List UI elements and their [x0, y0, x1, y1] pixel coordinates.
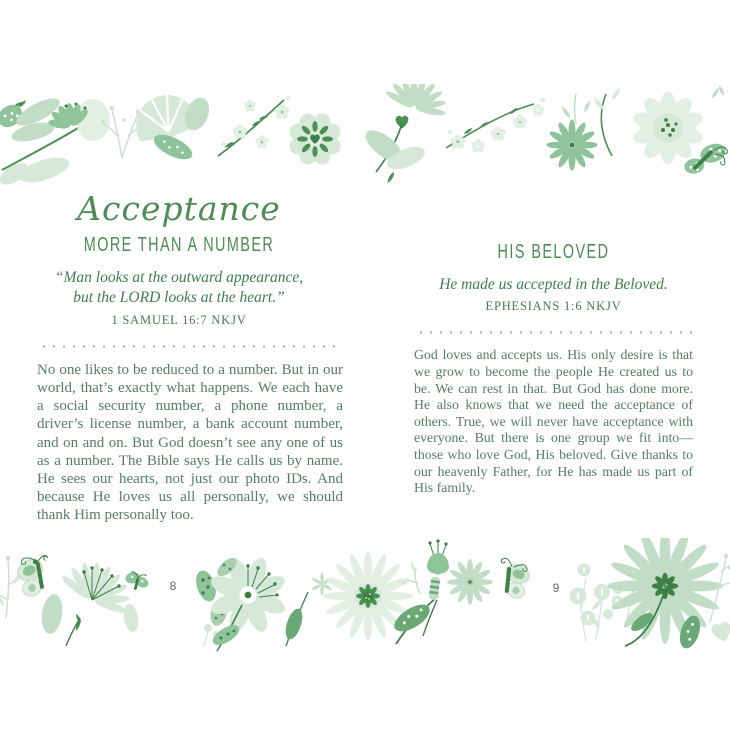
tiny-star-icon	[311, 573, 333, 596]
verse-line: “Man looks at the outward appearance,	[54, 268, 304, 286]
top-floral-border	[0, 84, 730, 202]
butterfly-icon	[491, 557, 534, 600]
stamen-flower-icon	[57, 549, 143, 646]
blossom-branch-icon	[446, 98, 545, 153]
butterfly-icon	[12, 550, 59, 599]
dotted-divider-right	[414, 329, 693, 334]
verse-line: He made us accepted in the Beloved.	[439, 276, 668, 293]
bottom-floral-border	[0, 538, 730, 654]
section-title-right: HIS BELOVED	[497, 241, 610, 263]
daisy-icon	[607, 538, 723, 651]
starburst-flower-icon	[447, 559, 493, 605]
wisp-stems-icon	[0, 556, 22, 618]
verse-reference-left: 1 SAMUEL 16:7 NKJV	[111, 312, 247, 327]
page-number-right: 9	[552, 581, 560, 595]
leaf-stem-icon	[282, 592, 308, 646]
verse-text-right	[414, 275, 693, 295]
body-text-right: God loves and accepts us. His only desire is that we grow to become the people He created us to be. We can rest in that. But God has done more. He also knows that we need the acceptance of others. True, we will never have acceptance with everyone. But there is one group we fit into—those who love God, His beloved. Give thanks to our heavenly Father, for He has made us part of His family.	[414, 347, 693, 496]
body-text-left: No one likes to be reduced to a number. But in our world, that’s exactly what happens. We each have a social security number, a phone number, a driver’s license number, a bank account number, and on and on. But God doesn’t see any one of us as a number. The Bible says He calls us by name. He sees our hearts, not just our photo IDs. And because He loves us all personally, we should thank Him personally too.	[37, 361, 343, 524]
pom-flower-icon	[631, 92, 704, 164]
verse-text-left	[37, 268, 321, 309]
moth-icon	[121, 568, 151, 593]
page-number-left: 8	[169, 579, 177, 593]
daisy-icon	[546, 119, 597, 170]
verse-line: but the LORD looks at the heart.”	[73, 289, 285, 307]
scallop-heart-flower-icon	[290, 114, 341, 165]
spiky-flower-icon	[361, 84, 456, 184]
chapter-title: Acceptance	[77, 189, 281, 228]
flowering-branch-icon	[218, 95, 291, 156]
right-page	[414, 241, 693, 497]
bud-cluster-icon	[570, 564, 614, 643]
left-page	[37, 190, 343, 525]
section-title-left: MORE THAN A NUMBER	[83, 233, 275, 256]
verse-reference-right: EPHESIANS 1:6 NKJV	[485, 299, 622, 314]
fan-flower-icon	[129, 88, 213, 164]
pale-stem-icon	[560, 94, 592, 124]
dotted-divider-left	[37, 343, 343, 348]
